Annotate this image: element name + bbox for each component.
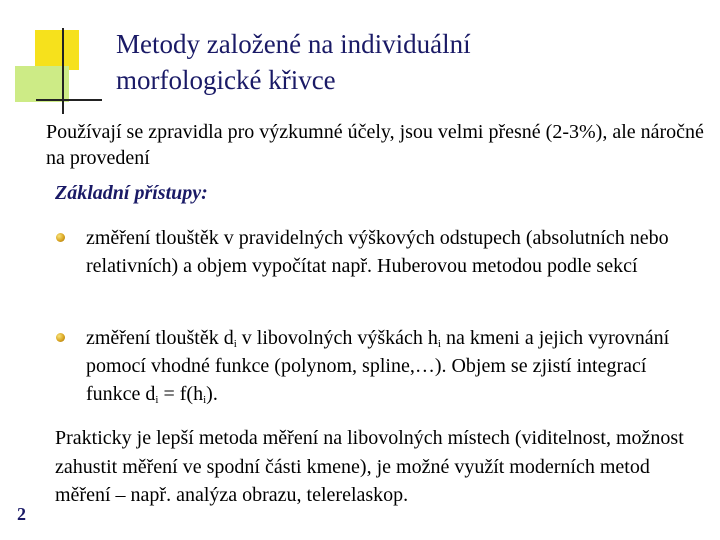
subscript-i: i [155,394,159,406]
bullet-text-1: změření tlouštěk v pravidelných výškových odstupech (absolutních nebo relativních) a objem vypočítat např. Huberovou metodou podle sekcí [86,227,669,277]
ornament-green-square [15,66,69,102]
slide-title [116,26,676,98]
bullet-icon [56,333,65,342]
subscript-i: i [203,394,207,406]
bullet-2-text-part: v libovolných výškách h [236,327,438,349]
bullet-2-text-part: na kmeni a jejich vyrovnání pomocí vhodné funkce (polynom, spline,…). Objem se zjistí integrací funkce d [86,327,670,405]
subheading: Základní přístupy: [55,182,208,204]
page-number: 2 [17,504,26,524]
ornament-yellow-square [35,30,79,70]
subscript-i: i [437,338,441,350]
subscript-i: i [233,338,237,350]
bullet-2-text-part: změření tlouštěk d [86,327,234,349]
ornament-vertical-line [62,28,64,114]
intro-paragraph: Používají se zpravidla pro výzkumné účely, jsou velmi přesné (2-3%), ale náročné na provedení [46,121,704,169]
bullet-text-2 [86,324,696,408]
ornament-horizontal-line [36,99,102,101]
slide-title-line-2: morfologické křivce [116,65,336,95]
bullet-item-1 [56,224,696,280]
bullet-2-text-part: = f(h [158,383,204,405]
bullet-item-2 [56,324,696,408]
conclusion-paragraph: Prakticky je lepší metoda měření na libovolných místech (viditelnost, možnost zahustit měření ve spodní části kmene), je možné využít moderních metod měření – např. analýza obrazu, telerelaskop. [55,427,684,506]
bullet-2-text-part: ). [206,383,218,405]
bullet-icon [56,233,65,242]
slide-title-line-1: Metody založené na individuální [116,29,471,59]
